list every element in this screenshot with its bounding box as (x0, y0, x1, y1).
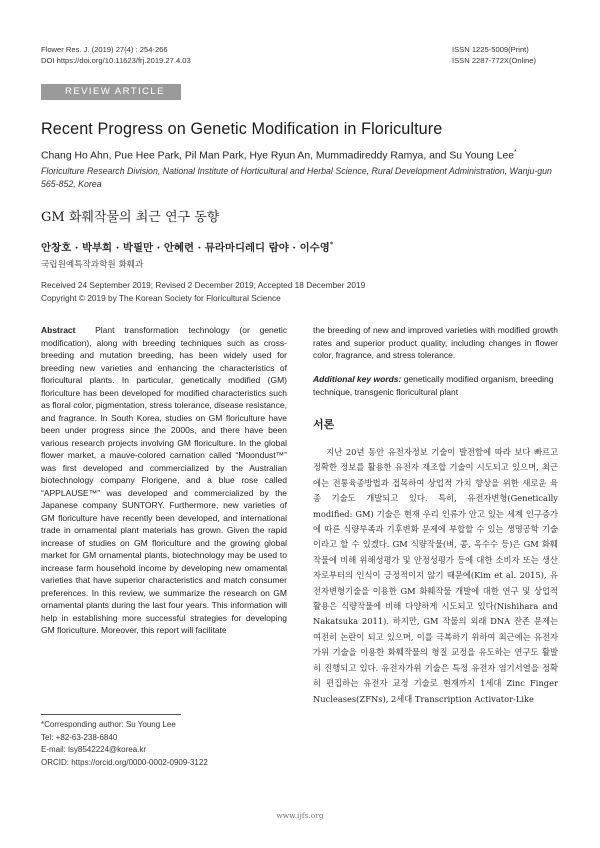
abstract-body (41, 324, 287, 637)
received-revised-accepted: Received 24 September 2019; Revised 2 December 2019; Accepted 18 December 2019 (41, 280, 366, 290)
abstract-text: Plant transformation technology (or genetic modification), along with breeding techniques such as cross-breeding and mutation breeding, has been widely used for breeding new varieties and enhancing the characteristics of floricultural plants. In particular, genetically modified (GM) floriculture has been developed for modified characteristics such as floral color, pigmentation, stress tolerance, disease resistance, and fragrance. In South Korea, studies on GM floriculture have been under progress since the 2000s, and there have been various research projects involving GM floriculture. In the global flower market, a mauve-colored carnation called “Moondust™” was first developed and commercialized by the Australian biotechnology company Florigene, and a blue rose called “APPLAUSE™” was developed and commercialized by the Japanese company SUNTORY. Furthermore, new varieties of GM floriculture have recently been developed, and international trade in ornamental plant materials has grown. Given the rapid increase of studies on GM floriculture and the growing global market for GM ornamental plants, biotechnology may be used to increase farm household income by developing new ornamental varieties that have superior characteristics and match consumer preferences. In this review, we summarize the research on GM ornamental plants during the last four years. This information will help in establishing more successful strategies for developing GM floriculture. Moreover, this report will facilitate (41, 325, 287, 635)
keywords (313, 373, 558, 398)
korean-author-names: 안창호 · 박부희 · 박필만 · 안혜련 · 뮤라마디레디 람야 · 이수영 (41, 242, 330, 254)
keywords-label: Additional key words: (313, 374, 402, 384)
affiliation: Floriculture Research Division, National Institute of Horticultural and Herbal Science, Rural Development Administration, Wanju-gun 565-852, Korea (41, 166, 552, 189)
footnote-corresponding: *Corresponding author: Su Young Lee (41, 720, 176, 729)
copyright-line: Copyright © 2019 by The Korean Society for Floricultural Science (41, 292, 281, 303)
footnote-orcid[interactable]: ORCID: https://orcid.org/0000-0002-0909-3122 (41, 757, 208, 767)
abstract-label: Abstract (41, 325, 76, 335)
corresponding-author-footnote (41, 719, 208, 769)
introduction-text: 지난 20년 동안 유전자정보 기술이 발전함에 따라 보다 빠르고 정확한 정보를 활용한 유전자 재조합 기술이 시도되고 있으며, 최근에는 전통육종방법과 접목하여 상업적 가치 향상을 위한 새로운 육종 기술도 개발되고 있다. 특히, 유전자변형(Genetically modified: GM) 기술은 현재 우리 인류가 안고 있는 세계 인구증가에 따른 식량부족과 기후변화 문제에 부합할 수 있는 생명공학 기술이라고 할 수 있겠다. GM 식량작물(벼, 콩, 옥수수 등)은 GM 화훼작물에 비해 위해성평가 및 안정성평가 등에 대한 소비자 또는 생산자로부터의 인식이 긍정적이지 않기 때문에(Kim et al. 2015), 유전자변형기술을 이용한 GM 화훼작물 개발에 대한 연구 및 상업적 활용은 식량작물에 비해 다양하게 시도되고 있다(Nishihara and Nakatsuka 2011). 하지만, GM 작물의 외래 DNA 잔존 문제는 여전히 논란이 되고 있으며, 이를 극복하기 위하여 최근에는 유전자가위 기술을 이용한 화훼작물의 형질 교정을 유도하는 연구도 활발히 진행되고 있다. 유전자가위 기술은 특정 유전자 염기서열을 정확히 편집하는 유전자 교정 기술로 현재까지 1세대 Zinc Finger Nucleases(ZFNs), 2세대 Transcription Activator-Like (313, 447, 558, 704)
korean-corresponding-mark: * (329, 240, 334, 249)
abstract-continuation: the breeding of new and improved varieties with modified growth rates and superior product quality, including changes in flower color, fragrance, and stress tolerance. (313, 325, 558, 360)
doi-link[interactable]: DOI https://doi.org/10.11623/frj.2019.27.4.03 (41, 55, 191, 65)
keywords-text: genetically modified organism, breeding technique, transgenic floricultural plant (313, 374, 554, 397)
journal-header (41, 45, 191, 66)
journal-citation: Flower Res. J. (2019) 27(4) : 254-266 (41, 45, 168, 54)
issn-block (452, 45, 552, 66)
author-list (41, 149, 517, 161)
article-type-band: REVIEW ARTICLE (41, 84, 181, 100)
article-dates (41, 279, 365, 304)
article-title: Recent Progress on Genetic Modification in Floriculture (41, 120, 443, 138)
footnote-tel: Tel: +82-63-238-6840 (41, 732, 118, 742)
korean-title: GM 화훼작물의 최근 연구 동향 (41, 210, 220, 225)
corresponding-mark: * (514, 149, 517, 156)
korean-author-list (41, 239, 333, 254)
section-heading-introduction: 서론 (313, 418, 335, 431)
author-names: Chang Ho Ahn, Pue Hee Park, Pil Man Park, Hye Ryun An, Mummadireddy Ramya, and Su Young Lee (41, 150, 515, 162)
issn-online: ISSN 2287-772X(Online) (452, 55, 536, 65)
issn-print: ISSN 1225-5009(Print) (452, 45, 529, 54)
korean-affiliation: 국립원예특작과학원 화훼과 (41, 260, 144, 270)
footer-url[interactable]: www.ijfs.org (276, 811, 324, 820)
footnote-divider (41, 714, 181, 715)
footnote-email[interactable]: E-mail: lsy8542224@korea.kr (41, 745, 147, 755)
